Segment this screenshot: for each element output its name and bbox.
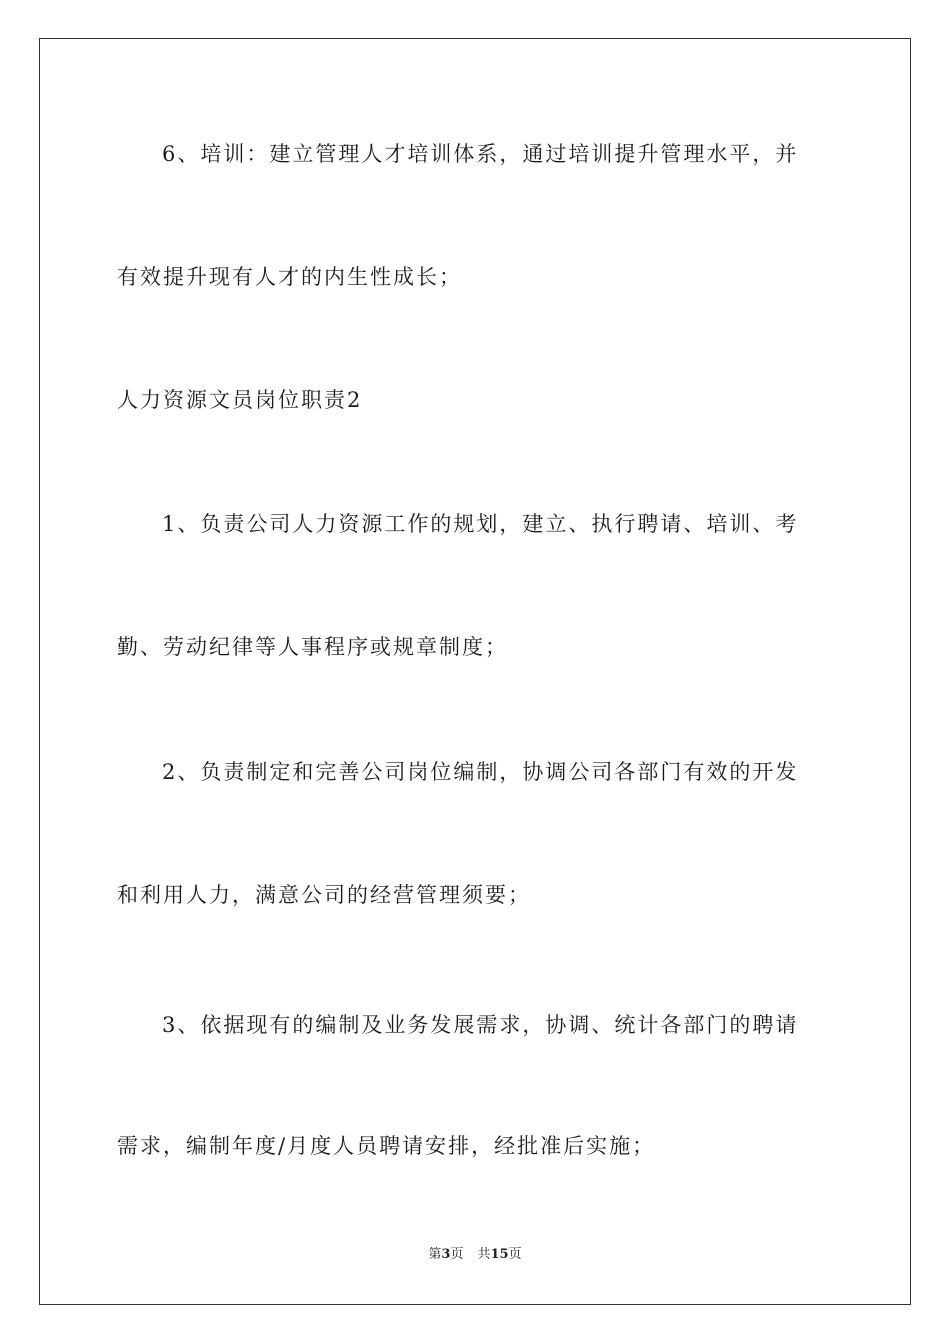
page-border xyxy=(39,38,911,1305)
total-prefix: 共 xyxy=(477,1247,491,1262)
section-heading: 人力资源文员岗位职责2 xyxy=(117,388,363,412)
paragraph-line-7: 3、依据现有的编制及业务发展需求，协调、统计各部门的聘请 xyxy=(162,1013,799,1037)
paragraph-line-4: 勤、劳动纪律等人事程序或规章制度； xyxy=(117,635,508,659)
paragraph-line-1: 6、培训：建立管理人才培训体系，通过培训提升管理水平，并 xyxy=(162,142,799,166)
page-footer xyxy=(0,1246,950,1264)
paragraph-line-5: 2、负责制定和完善公司岗位编制，协调公司各部门有效的开发 xyxy=(162,760,799,784)
paragraph-line-6: 和利用人力，满意公司的经营管理须要； xyxy=(117,883,531,907)
paragraph-line-3: 1、负责公司人力资源工作的规划，建立、执行聘请、培训、考 xyxy=(162,512,799,536)
page-prefix: 第 xyxy=(428,1247,442,1262)
total-suffix: 页 xyxy=(508,1247,522,1262)
paragraph-line-8: 需求，编制年度/月度人员聘请安排，经批准后实施； xyxy=(117,1134,656,1158)
page-suffix: 页 xyxy=(450,1247,464,1262)
paragraph-line-2: 有效提升现有人才的内生性成长； xyxy=(117,265,462,289)
page-number: 3 xyxy=(441,1247,451,1262)
total-pages: 15 xyxy=(490,1247,509,1262)
